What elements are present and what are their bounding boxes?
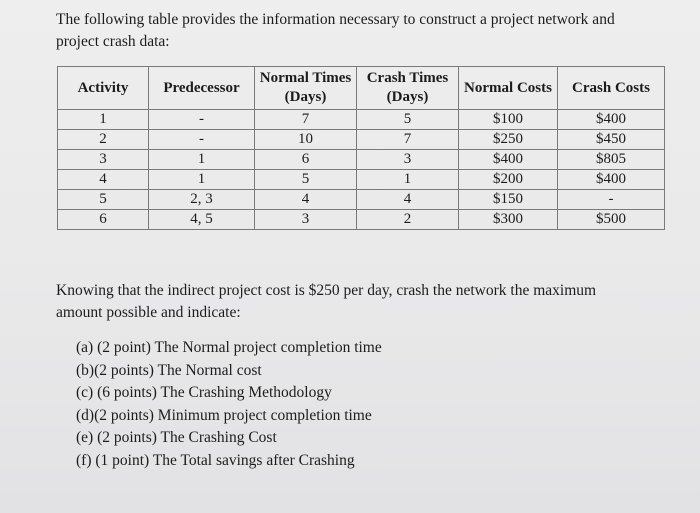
table-row (58, 150, 665, 170)
cell-crash-cost: - (558, 190, 665, 210)
question-list (76, 337, 382, 472)
cell-normal-cost: $100 (459, 110, 558, 130)
cell-crash-time: 5 (357, 110, 459, 130)
cell-normal-time: 6 (255, 150, 357, 170)
cell-activity: 2 (58, 130, 149, 150)
cell-normal-cost: $300 (459, 210, 558, 230)
question-item-f: (f) (1 point) The Total savings after Crashing (76, 451, 355, 469)
cell-predecessor: 4, 5 (149, 210, 255, 230)
cell-activity: 1 (58, 110, 149, 130)
cell-crash-time: 2 (357, 210, 459, 230)
cell-predecessor: 1 (149, 150, 255, 170)
cell-crash-time: 1 (357, 170, 459, 190)
header-crash-times: Crash Times (Days) (357, 67, 459, 110)
cell-activity: 5 (58, 190, 149, 210)
cell-predecessor: 2, 3 (149, 190, 255, 210)
cell-normal-time: 4 (255, 190, 357, 210)
cell-crash-cost: $805 (558, 150, 665, 170)
cell-normal-cost: $150 (459, 190, 558, 210)
cell-activity: 6 (58, 210, 149, 230)
header-normal-costs: Normal Costs (459, 67, 558, 110)
table-row (58, 110, 665, 130)
table-row (58, 210, 665, 230)
cell-crash-cost: $400 (558, 170, 665, 190)
header-activity: Activity (58, 67, 149, 110)
cell-crash-time: 7 (357, 130, 459, 150)
cell-normal-time: 7 (255, 110, 357, 130)
question-item-a: (a) (2 point) The Normal project completion time (76, 339, 382, 356)
cell-normal-time: 5 (255, 170, 357, 190)
cell-predecessor: - (149, 110, 255, 130)
header-crash-costs: Crash Costs (558, 67, 665, 110)
header-predecessor: Predecessor (149, 67, 255, 110)
question-item-e: (e) (2 points) The Crashing Cost (76, 429, 277, 446)
cell-crash-time: 4 (357, 190, 459, 210)
cell-crash-time: 3 (357, 150, 459, 170)
question-item-b: (b)(2 points) The Normal cost (76, 361, 262, 379)
cell-normal-cost: $400 (459, 150, 558, 170)
question-item-d: (d)(2 points) Minimum project completion time (76, 406, 372, 424)
cell-normal-time: 10 (255, 130, 357, 150)
table-row (58, 130, 665, 150)
cell-predecessor: - (149, 130, 255, 150)
table-row (58, 190, 665, 210)
instructions-paragraph: Knowing that the indirect project cost is $250 per day, crash the network the maximum amount possible and indicate: (56, 282, 597, 321)
cell-normal-time: 3 (255, 210, 357, 230)
table-row (58, 170, 665, 190)
cell-normal-cost: $250 (459, 130, 558, 150)
table-header-row (58, 67, 665, 110)
question-item-c: (c) (6 points) The Crashing Methodology (76, 384, 332, 401)
cell-crash-cost: $450 (558, 130, 665, 150)
cell-activity: 4 (58, 170, 149, 190)
cell-predecessor: 1 (149, 170, 255, 190)
intro-text: The following table provides the information necessary to construct a project network and project crash data: (56, 11, 615, 50)
crash-data-table (57, 66, 665, 230)
cell-crash-cost: $500 (558, 210, 665, 230)
cell-activity: 3 (58, 150, 149, 170)
header-normal-times: Normal Times (Days) (255, 67, 357, 110)
cell-normal-cost: $200 (459, 170, 558, 190)
cell-crash-cost: $400 (558, 110, 665, 130)
